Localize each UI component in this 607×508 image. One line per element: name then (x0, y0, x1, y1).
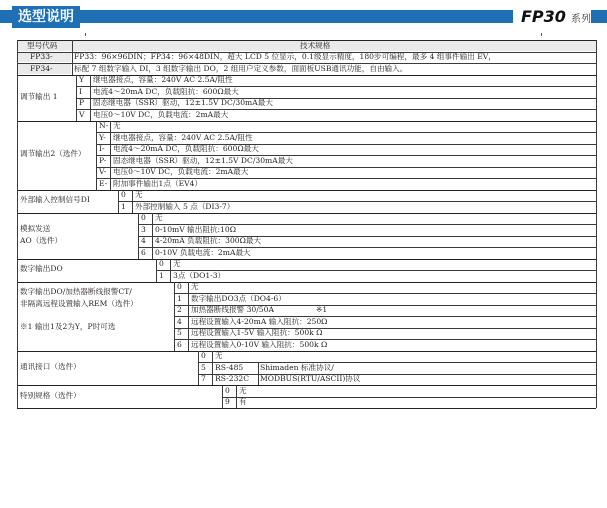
option-code: 5 (177, 328, 182, 337)
option-desc: 数字输出DO3点（DO4-6） (191, 293, 286, 303)
option-code: Y (79, 75, 85, 84)
model-spec: 标配 7 组数字输入 DI，3 组数字输出 DO，2 组用户定义参数，面面板USB通讯功能，自由输入。 (74, 63, 408, 73)
col-rule (17, 40, 18, 408)
row-rule (17, 351, 596, 352)
col-rule (72, 40, 73, 52)
option-desc: 电流4～20mA DC，负载阻抗：600Ω最大 (113, 144, 259, 153)
option-code: 0 (225, 385, 230, 395)
option-code: 3 (141, 224, 146, 234)
option-code: E- (99, 178, 108, 188)
group-label-line2: AO（选件） (20, 235, 63, 245)
option-code: 5 (201, 362, 206, 372)
option-desc: 外部控制输入 5 点（DI3-7） (135, 201, 235, 211)
option-code: 0 (177, 282, 182, 291)
option-code: 7 (201, 374, 206, 383)
option-code: 4 (141, 236, 146, 245)
column-header-spec: 技术规格 (300, 41, 331, 50)
option-desc: 无 (239, 385, 247, 395)
option-desc: 电流4～20mA DC，负载阻抗：600Ω最大 (93, 86, 239, 96)
option-code: 0 (159, 259, 164, 268)
option-code: 0 (121, 190, 126, 199)
option-desc: 0-10mV 输出阻抗:10Ω (155, 224, 237, 234)
group-note: ※1 输出1及2为Y，P时可选 (20, 321, 116, 331)
option-code: 1 (121, 201, 126, 211)
option-desc: 0-10V 负载电流：2mA最大 (155, 247, 251, 257)
option-desc: 电压0～10V DC，负载电流：2mA最大 (93, 109, 229, 119)
option-code: 4 (177, 316, 182, 326)
option-code: 6 (177, 339, 182, 349)
group-label: 数字输出DO/加热器断线报警CT/ (20, 286, 132, 296)
group-label: 外部输入控制信号DI (20, 195, 90, 204)
col-rule (596, 40, 597, 408)
option-code: 2 (177, 305, 182, 314)
option-desc: 有 (239, 397, 247, 406)
header-model (513, 6, 591, 28)
option-code: 9 (225, 397, 230, 406)
row-rule (17, 213, 596, 214)
row-rule (17, 282, 596, 283)
option-code: 0 (141, 213, 146, 222)
group-label: 模拟发送 (20, 223, 51, 233)
tick-mark (541, 33, 542, 36)
series-label: 系列 (571, 14, 591, 25)
row-rule (17, 408, 596, 409)
option-desc: 无 (135, 190, 143, 199)
option-desc: 远程设置输入0-10V 输入阻抗：500k Ω (191, 339, 328, 349)
option-desc: 固态继电器（SSR）驱动，12±1.5V DC/30mA最大 (113, 155, 293, 165)
option-desc: 继电器接点，容量：240V AC 2.5A/阻性 (93, 75, 233, 84)
row-rule (222, 397, 596, 398)
row-rule (17, 385, 596, 386)
option-desc: RS-232C (215, 374, 250, 383)
group-label-line2: 非隔离远程设置输入REM（选件） (20, 298, 138, 308)
col-rule (72, 63, 73, 75)
group-label: 数字输出DO (20, 264, 63, 273)
group-label: 调节输出 1 (20, 91, 58, 101)
option-code: V- (99, 167, 107, 176)
group-label: 通讯接口（选件） (20, 361, 81, 371)
option-code: I (79, 86, 82, 96)
col-rule (198, 351, 199, 386)
option-desc: 无 (155, 213, 163, 222)
option-desc: 无 (191, 282, 199, 291)
option-desc: 无 (113, 121, 121, 130)
option-code: 1 (159, 270, 164, 280)
option-code: I- (99, 144, 105, 153)
protocol-text: Shimaden 标准协议/ (260, 362, 334, 372)
option-code: N- (99, 121, 109, 130)
option-code: Y- (99, 132, 106, 142)
option-desc: 附加事件输出1点（EV4） (113, 178, 203, 188)
option-desc: 3点（DO1-3） (173, 270, 226, 280)
option-desc: 远程设置输入4-20mA 输入阻抗：250Ω (191, 316, 328, 326)
option-desc: 电压0～10V DC，负载电流：2mA最大 (113, 167, 249, 176)
tick-mark (85, 33, 86, 36)
col-rule (72, 52, 73, 64)
model-name: FP30 (520, 7, 566, 26)
option-desc: 无 (173, 259, 181, 268)
option-code: 1 (177, 293, 182, 303)
section-title: 选型说明 (12, 6, 80, 28)
option-code: V (79, 109, 85, 119)
row-rule (17, 259, 596, 260)
row-rule (17, 190, 596, 191)
section-header (0, 3, 607, 25)
option-note-mark: ※1 (316, 305, 328, 314)
model-code: FP33- (30, 52, 53, 61)
model-spec: FP33：96×96DIN；FP34：96×48DIN，超大 LCD 5 位显示，0.1级显示精度，180步可编程，最多 4 组事件输出 EV， (74, 52, 496, 61)
option-code: P- (99, 155, 107, 165)
group-label: 调节输出2（选件） (20, 149, 86, 158)
option-desc: 加热器断线报警 30/50A (191, 305, 274, 314)
option-desc: 4-20mA 负载阻抗：300Ω最大 (155, 236, 262, 245)
model-code: FP34- (30, 63, 53, 73)
group-label: 特别规格（选件） (20, 390, 81, 400)
option-code: 0 (201, 351, 206, 360)
option-desc: 固态继电器（SSR）驱动，12±1.5V DC/30mA最大 (93, 98, 273, 107)
col-rule (212, 351, 213, 386)
col-rule (258, 362, 259, 385)
column-header-model: 型号代码 (27, 41, 58, 50)
option-desc: 继电器接点，容量：240V AC 2.5A/阻性 (113, 132, 253, 142)
option-desc: 无 (215, 351, 223, 360)
option-code: 6 (141, 247, 146, 257)
option-desc: RS-485 (215, 362, 244, 372)
protocol-text-2: MODBUS(RTU/ASCII)协议 (260, 374, 361, 383)
option-desc: 远程设置输入1-5V 输入阻抗：500k Ω (191, 328, 323, 337)
option-code: P (79, 98, 85, 107)
